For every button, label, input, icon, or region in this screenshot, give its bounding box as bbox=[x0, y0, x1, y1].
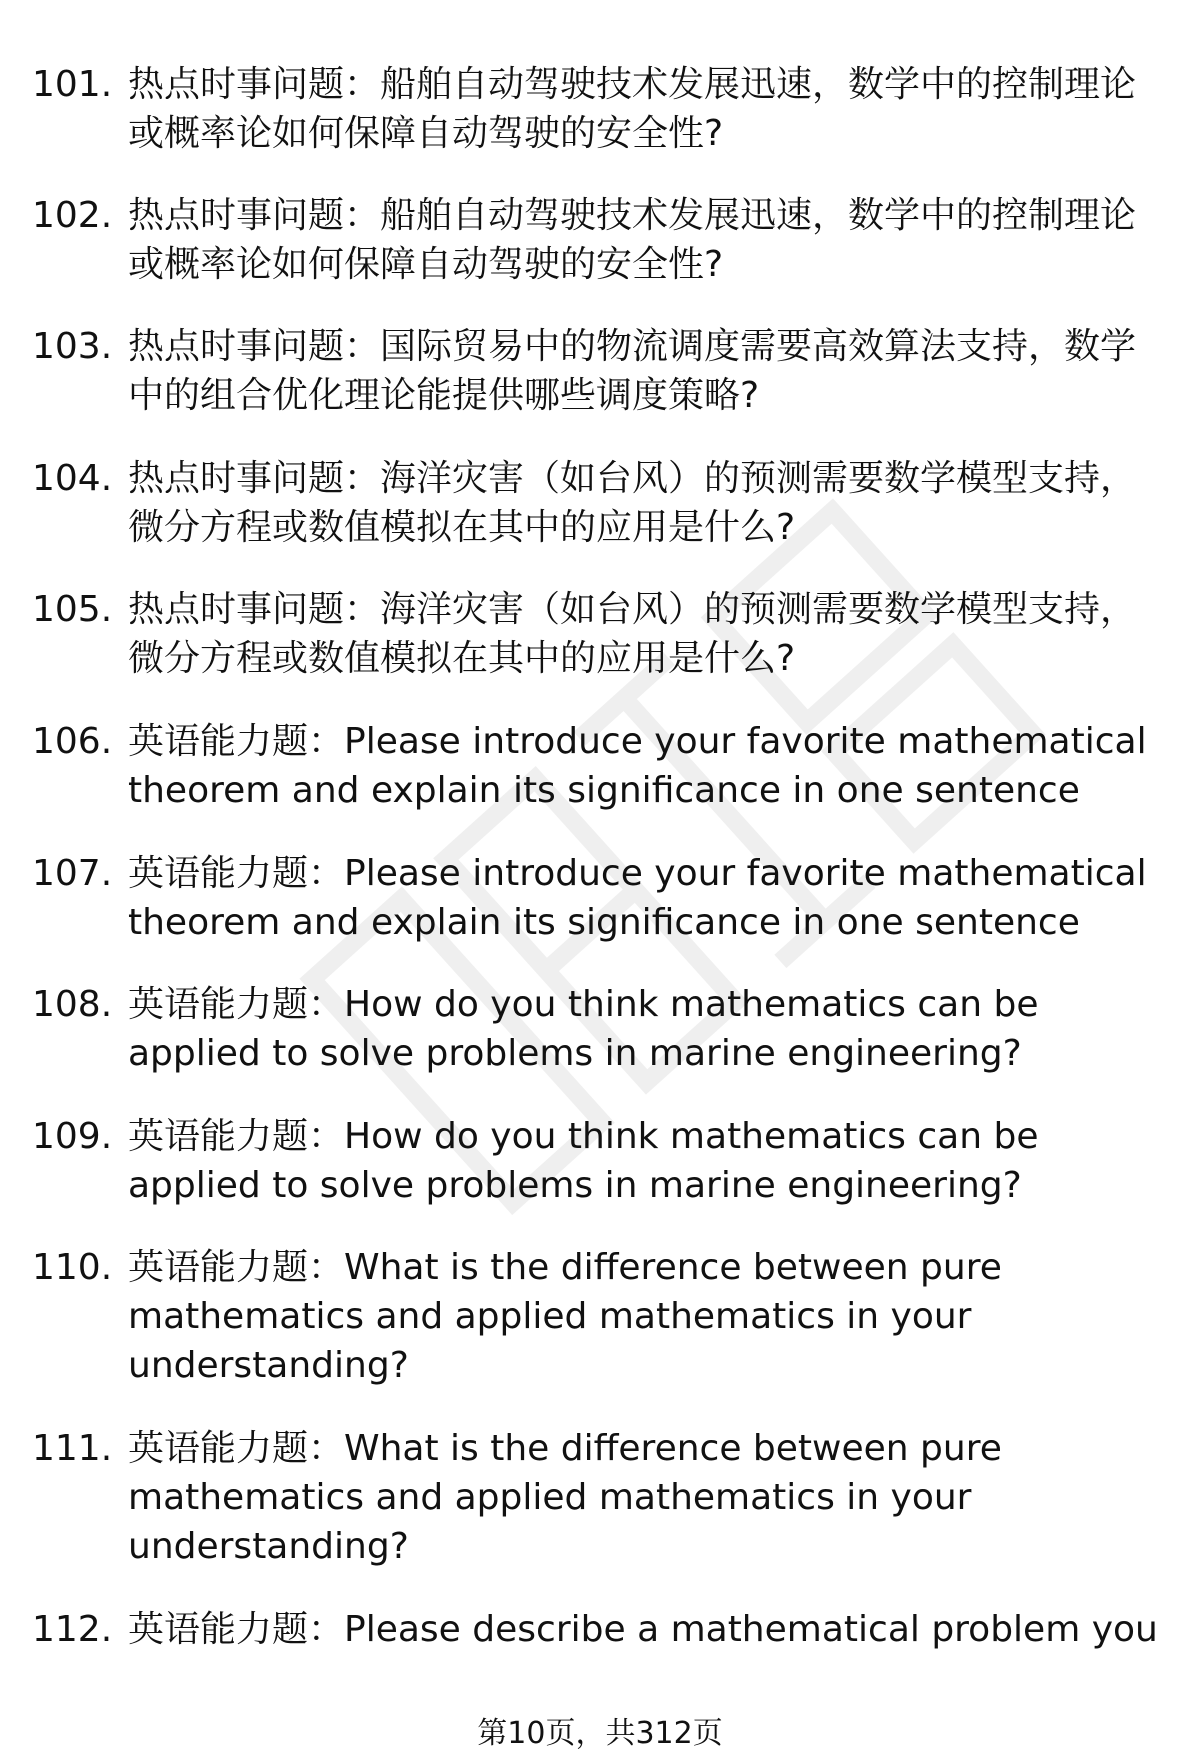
question-item bbox=[0, 454, 1198, 552]
question-number: 110. bbox=[32, 1247, 113, 1288]
question-item bbox=[0, 585, 1198, 683]
question-text: 英语能力题：Please describe a mathematical problem you bbox=[128, 1609, 1158, 1650]
question-number: 104. bbox=[32, 458, 113, 499]
question-text: 热点时事问题：海洋灾害（如台风）的预测需要数学模型支持，微分方程或数值模拟在其中的应用是什么? bbox=[128, 589, 1137, 679]
question-number: 106. bbox=[32, 721, 113, 762]
question-number: 107. bbox=[32, 853, 113, 894]
question-item bbox=[0, 1112, 1198, 1210]
question-item bbox=[0, 1424, 1198, 1571]
question-item bbox=[0, 980, 1198, 1078]
question-number: 101. bbox=[32, 64, 113, 105]
question-item bbox=[0, 1605, 1198, 1654]
question-item bbox=[0, 322, 1198, 420]
question-number: 105. bbox=[32, 589, 113, 630]
question-text: 英语能力题：What is the difference between pure mathematics and applied mathematics in your understanding? bbox=[128, 1247, 1002, 1386]
question-number: 112. bbox=[32, 1609, 113, 1650]
question-item bbox=[0, 849, 1198, 947]
question-text: 热点时事问题：船舶自动驾驶技术发展迅速，数学中的控制理论或概率论如何保障自动驾驶的安全性? bbox=[128, 195, 1137, 285]
question-number: 109. bbox=[32, 1116, 113, 1157]
question-number: 102. bbox=[32, 195, 113, 236]
question-item bbox=[0, 1243, 1198, 1390]
question-text: 热点时事问题：国际贸易中的物流调度需要高效算法支持，数学中的组合优化理论能提供哪些调度策略? bbox=[128, 326, 1137, 416]
question-item bbox=[0, 717, 1198, 815]
question-text: 热点时事问题：海洋灾害（如台风）的预测需要数学模型支持，微分方程或数值模拟在其中的应用是什么? bbox=[128, 458, 1137, 548]
page-number-info: 第10页，共312页 bbox=[477, 1716, 723, 1751]
question-number: 111. bbox=[32, 1428, 113, 1469]
question-text: 英语能力题：Please introduce your favorite mathematical theorem and explain its significance in one sentence bbox=[128, 853, 1147, 943]
question-text: 英语能力题：What is the difference between pure mathematics and applied mathematics in your understanding? bbox=[128, 1428, 1002, 1567]
question-item bbox=[0, 191, 1198, 289]
question-text: 英语能力题：Please introduce your favorite mathematical theorem and explain its significance in one sentence bbox=[128, 721, 1147, 811]
question-text: 热点时事问题：船舶自动驾驶技术发展迅速，数学中的控制理论或概率论如何保障自动驾驶的安全性? bbox=[128, 64, 1137, 154]
page-footer bbox=[0, 1716, 1200, 1752]
question-text: 英语能力题：How do you think mathematics can be applied to solve problems in marine engineering? bbox=[128, 984, 1039, 1074]
question-text: 英语能力题：How do you think mathematics can be applied to solve problems in marine engineering? bbox=[128, 1116, 1039, 1206]
question-item bbox=[0, 60, 1198, 158]
question-number: 103. bbox=[32, 326, 113, 367]
question-number: 108. bbox=[32, 984, 113, 1025]
